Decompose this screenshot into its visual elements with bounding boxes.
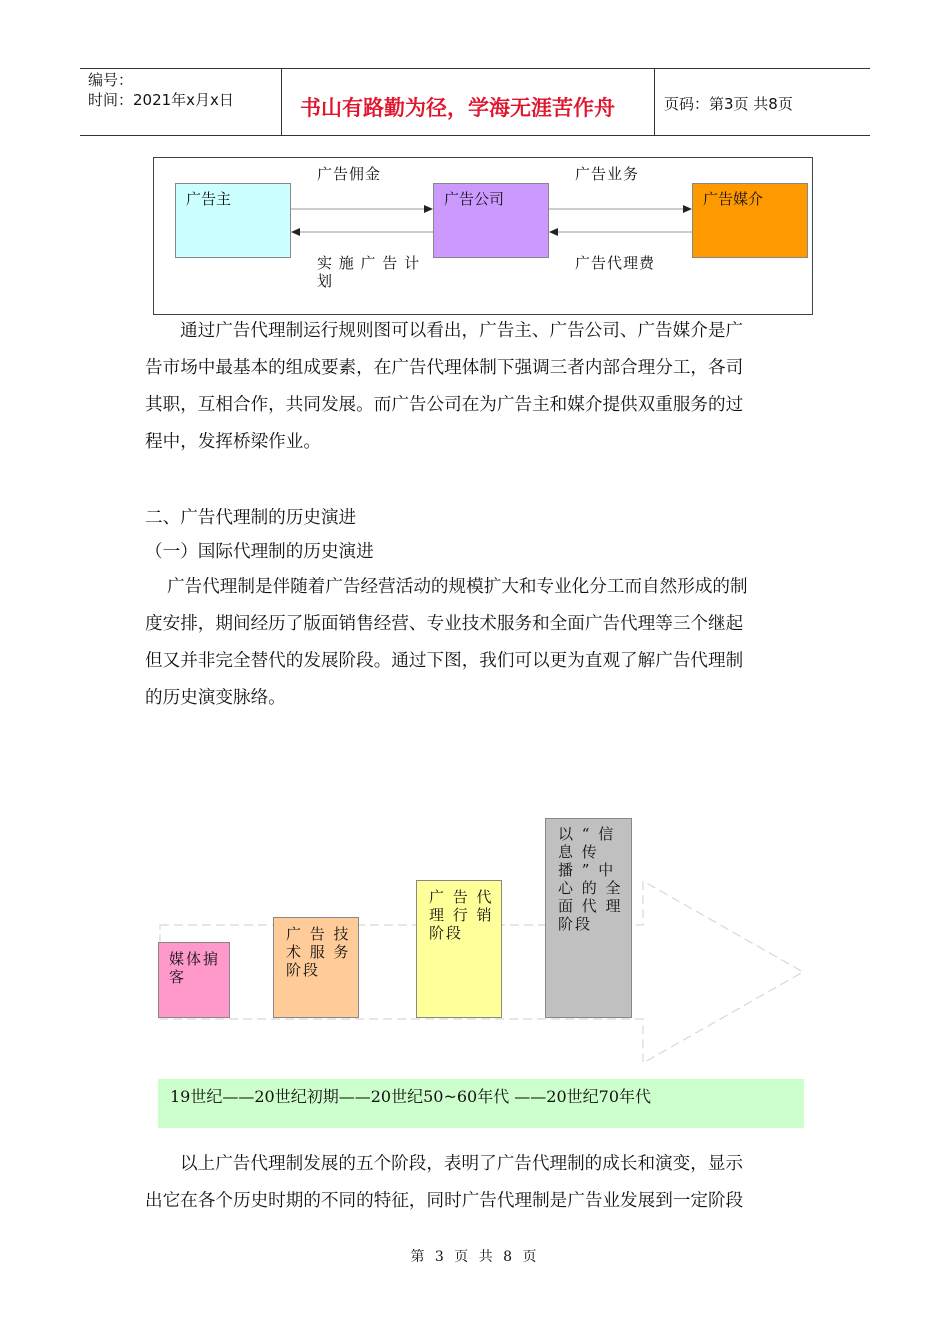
stage-text: 阶段 (558, 915, 593, 933)
media-box: 广告媒介 (692, 183, 808, 258)
stage-text: 心 的 全 (558, 879, 623, 897)
stage-text: 客 (169, 968, 187, 986)
paragraph-line: 广告代理制是伴随着广告经营活动的规模扩大和专业化分工而自然形成的制 (167, 577, 748, 597)
timeline-bar: 19世纪——20世纪初期——20世纪50~60年代 ——20世纪70年代 (158, 1079, 804, 1128)
advertiser-box: 广告主 (175, 183, 291, 258)
stage-text: 理 行 销 (429, 906, 494, 924)
stage-text: 阶段 (286, 961, 321, 979)
date-label: 时间：2021年x月x日 (88, 91, 234, 109)
paragraph-line: 但又并非完全替代的发展阶段。通过下图，我们可以更为直观了解广告代理制 (145, 651, 744, 671)
subsection-heading: （一）国际代理制的历史演进 (145, 542, 374, 562)
paragraph-line: 出它在各个历史时期的不同的特征，同时广告代理制是广告业发展到一定阶段 (145, 1191, 744, 1211)
paragraph-line: 程中，发挥桥梁作业。 (145, 432, 321, 452)
plan-label-line1: 实 施 广 告 计 (317, 254, 421, 272)
stage-text: 阶段 (429, 924, 464, 942)
paragraph-line: 告市场中最基本的组成要素，在广告代理体制下强调三者内部合理分工，各司 (145, 358, 744, 378)
stage-text: 媒体掮 (169, 950, 221, 968)
plan-label-line2: 划 (317, 272, 334, 290)
page-footer: 第 3 页 共 8 页 (410, 1249, 540, 1265)
paragraph-line: 其职，互相合作，共同发展。而广告公司在为广告主和媒介提供双重服务的过 (145, 395, 744, 415)
serial-label: 编号： (88, 71, 134, 89)
stage-text: 息 传 (558, 843, 599, 861)
stage-technical-service (273, 917, 359, 1018)
stage-text: 术 服 务 (286, 943, 351, 961)
agency-fee-label: 广告代理费 (575, 254, 656, 272)
agency-box: 广告公司 (433, 183, 549, 258)
stage-text: 以 “ 信 (558, 825, 616, 843)
paragraph-line: 度安排，期间经历了版面销售经营、专业技术服务和全面广告代理等三个继起 (145, 614, 744, 634)
stage-agency-marketing (416, 880, 502, 1018)
stage-media-broker (158, 942, 230, 1018)
paragraph-line: 通过广告代理制运行规则图可以看出，广告主、广告公司、广告媒介是广 (180, 321, 744, 341)
stage-text: 面 代 理 (558, 897, 623, 915)
paragraph-line: 以上广告代理制发展的五个阶段，表明了广告代理制的成长和演变，显示 (180, 1154, 744, 1174)
stage-information-center (545, 818, 632, 1018)
commission-label: 广告佣金 (317, 165, 382, 183)
page-label: 页码：第3页 共8页 (664, 95, 793, 113)
paragraph-conclusion (145, 1146, 805, 1220)
stage-text: 播 ” 中 (558, 861, 616, 879)
stage-text: 广 告 技 (286, 925, 351, 943)
paragraph-line: 的历史演变脉络。 (145, 688, 286, 708)
motto: 书山有路勤为径，学海无涯苦作舟 (300, 96, 615, 120)
section-heading: 二、广告代理制的历史演进 (145, 508, 357, 528)
stage-text: 广 告 代 (429, 888, 494, 906)
business-label: 广告业务 (575, 165, 640, 183)
